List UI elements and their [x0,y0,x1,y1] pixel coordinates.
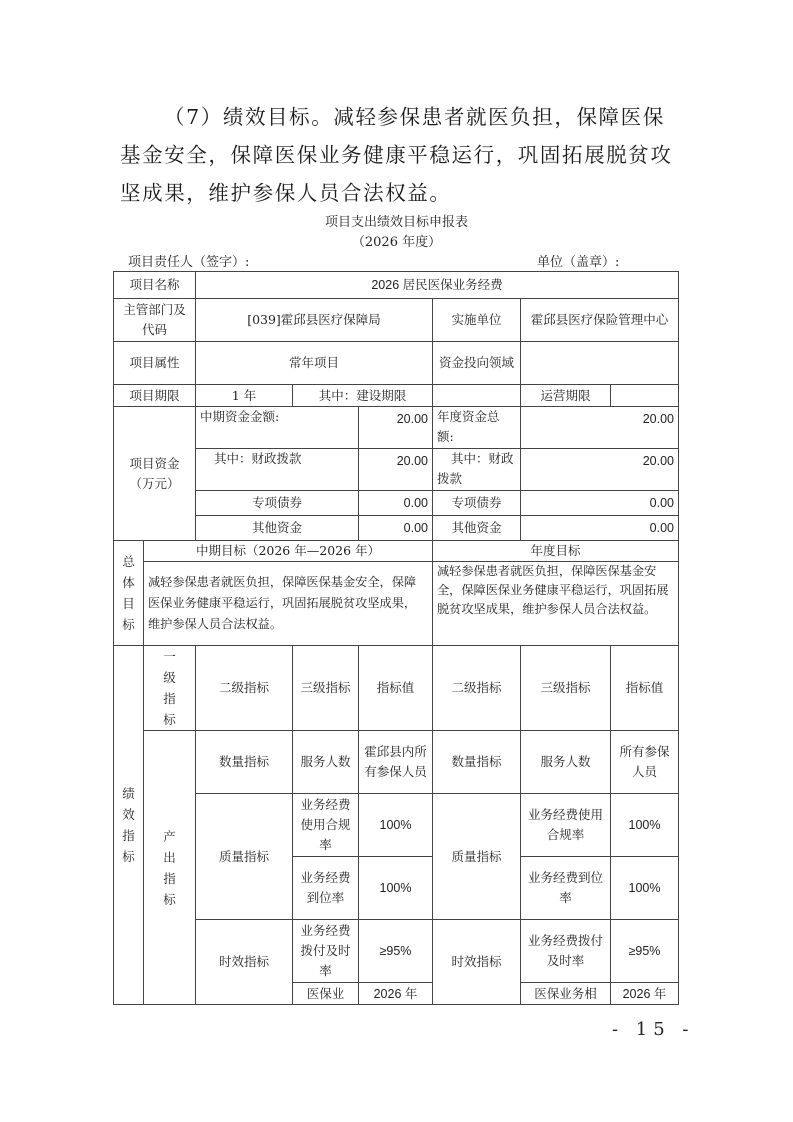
mid-goal-text: 减轻参保患者就医负担，保障医保基金安全，保障医保业务健康平稳运行，巩固拓展脱贫攻坚成果，维护参保人员合法权益。 [144,562,433,646]
quality-level2: 质量指标 [196,794,293,920]
quantity-value: 霍邱县内所有参保人员 [359,731,433,794]
row-timeliness-1 [114,920,679,983]
timeliness-value: ≥95% [359,920,433,983]
row-period [114,385,679,407]
period-value: 1 年 [196,385,293,407]
responsible-person-label: 项目责任人（签字）: [128,255,250,270]
quantity-level2: 数量指标 [196,731,293,794]
funds-label: 项目资金（万元） [114,407,196,541]
page-number: - 15 - [612,1019,695,1040]
performance-indicators-label: 绩效指标 [114,646,144,1005]
row-attribute [114,342,679,385]
year-fiscal-value: 20.00 [521,449,679,491]
paragraph-text: （7）绩效目标。减轻参保患者就医负担，保障医保基金安全，保障医保业务健康平稳运行，巩固拓展脱贫攻坚成果，维护参保人员合法权益。 [120,105,673,205]
year-other-label: 其他资金 [433,516,521,541]
quality-level2-b: 质量指标 [433,794,521,920]
row-project-name [114,272,679,299]
timeliness-value-b: 2026 年 [611,983,679,1005]
department-value: [039]霍邱县医疗保障局 [196,299,433,342]
quantity-level3: 服务人数 [293,731,359,794]
mid-fiscal-value: 20.00 [359,449,433,491]
value-header-b: 指标值 [611,646,679,731]
quality-value: 100% [359,857,433,920]
quality-level3: 业务经费到位率 [293,857,359,920]
project-name-label: 项目名称 [114,272,196,299]
fund-field-label: 资金投向领域 [433,342,521,385]
mid-total-value: 20.00 [359,407,433,449]
performance-goal-paragraph [120,98,680,212]
year-other-value: 0.00 [521,516,679,541]
form-year: （2026 年度） [351,235,442,250]
mid-bond-label: 专项债券 [196,491,359,516]
quality-level3: 业务经费使用合规率 [293,794,359,857]
operate-period-label: 运营期限 [521,385,611,407]
timeliness-level2-b: 时效指标 [433,920,521,1005]
quantity-level2-b: 数量指标 [433,731,521,794]
quality-level3-b: 业务经费使用合规率 [521,794,611,857]
timeliness-level3-b: 业务经费拨付及时率 [521,920,611,983]
row-goal-text [114,562,679,646]
year-fiscal-label: 其中：财政拨款 [433,449,521,491]
year-total-value: 20.00 [521,407,679,449]
project-name-value: 2026 居民医保业务经费 [196,272,679,299]
mid-other-value: 0.00 [359,516,433,541]
quality-value-b: 100% [611,857,679,920]
mid-fiscal-label: 其中：财政拨款 [196,449,359,491]
row-funds-bond [114,491,679,516]
attribute-label: 项目属性 [114,342,196,385]
row-funds-fiscal [114,449,679,491]
quantity-value-b: 所有参保人员 [611,731,679,794]
year-bond-label: 专项债券 [433,491,521,516]
timeliness-value: 2026 年 [359,983,433,1005]
row-funds-total [114,407,679,449]
timeliness-level3-b: 医保业务相 [521,983,611,1005]
performance-target-table [113,271,679,1005]
quality-value-b: 100% [611,794,679,857]
mid-total-label: 中期资金金额: [196,407,359,449]
year-total-label: 年度资金总额: [433,407,521,449]
implementing-unit-value: 霍邱县医疗保险管理中心 [521,299,679,342]
overall-goal-label: 总体目标 [114,541,144,646]
attribute-value: 常年项目 [196,342,433,385]
implementing-unit-label: 实施单位 [433,299,521,342]
build-period-label: 其中：建设期限 [293,385,433,407]
value-header: 指标值 [359,646,433,731]
row-department [114,299,679,342]
row-funds-other [114,516,679,541]
level3-header: 三级指标 [293,646,359,731]
row-quality-1 [114,794,679,857]
level2-header: 二级指标 [196,646,293,731]
timeliness-value-b: ≥95% [611,920,679,983]
row-indicator-headers [114,646,679,731]
mid-goal-header: 中期目标（2026 年—2026 年） [144,541,433,562]
level3-header-b: 三级指标 [521,646,611,731]
year-bond-value: 0.00 [521,491,679,516]
timeliness-level3: 医保业 [293,983,359,1005]
year-goal-header: 年度目标 [433,541,679,562]
operate-period-value [611,385,679,407]
timeliness-level3: 业务经费拨付及时率 [293,920,359,983]
output-indicator-label: 产出指标 [144,731,196,1005]
year-goal-text: 减轻参保患者就医负担，保障医保基金安全，保障医保业务健康平稳运行，巩固拓展脱贫攻坚成果，维护参保人员合法权益。 [433,562,679,646]
row-quantity [114,731,679,794]
quality-level3-b: 业务经费到位率 [521,857,611,920]
level1-header: 一级指标 [144,646,196,731]
form-title: 项目支出绩效目标申报表 [324,215,468,230]
quantity-level3-b: 服务人数 [521,731,611,794]
fund-field-value [521,342,679,385]
unit-seal-label: 单位（盖章）: [537,255,620,270]
quality-value: 100% [359,794,433,857]
row-goal-headers [114,541,679,562]
mid-other-label: 其他资金 [196,516,359,541]
timeliness-level2: 时效指标 [196,920,293,1005]
department-label: 主管部门及代码 [114,299,196,342]
period-label: 项目期限 [114,385,196,407]
level2-header-b: 二级指标 [433,646,521,731]
mid-bond-value: 0.00 [359,491,433,516]
build-period-value [433,385,521,407]
